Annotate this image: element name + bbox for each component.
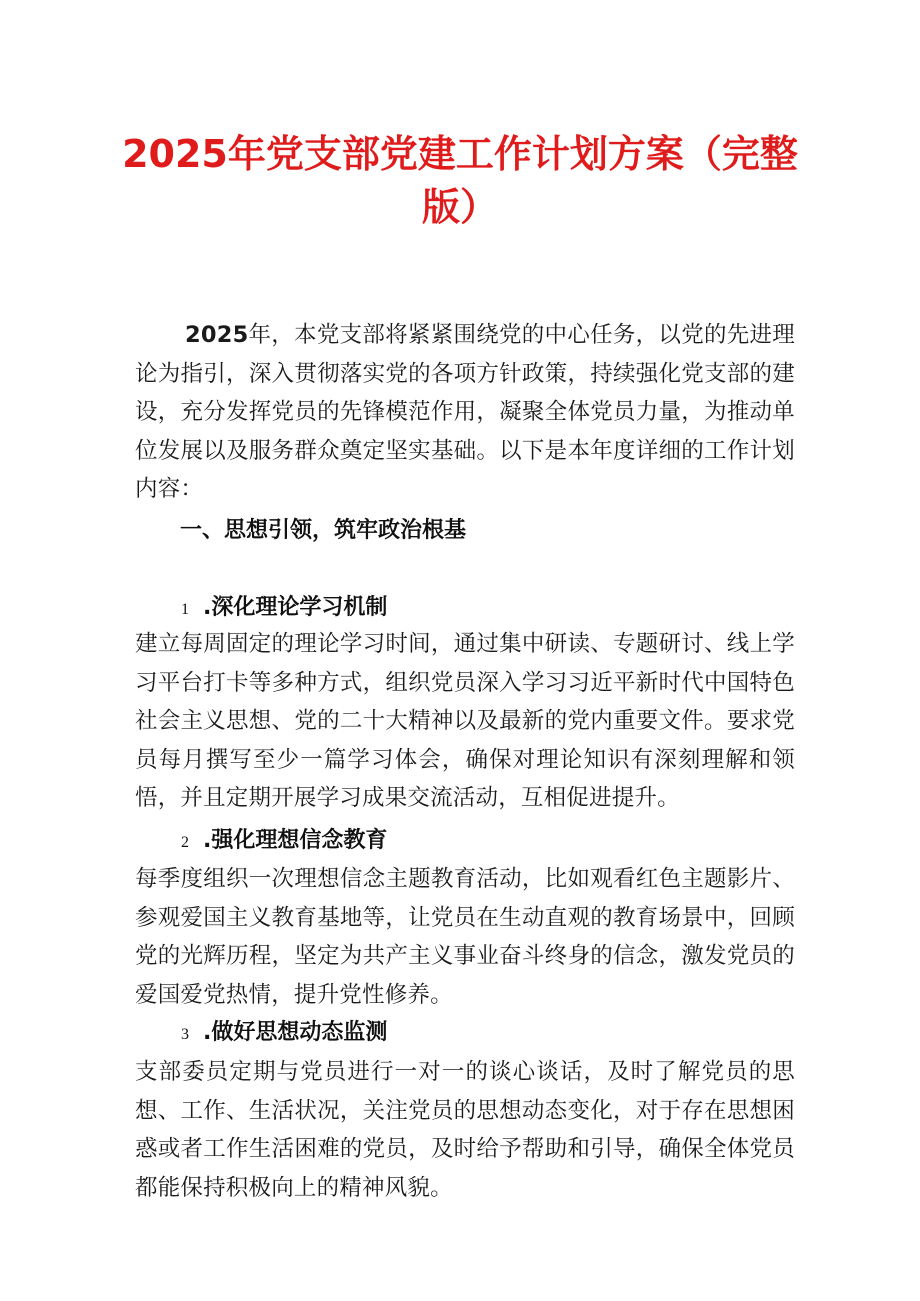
item-1-heading (181, 589, 387, 629)
item-2-heading (181, 822, 387, 862)
item-1-title: .深化理论学习机制 (203, 595, 388, 620)
intro-text: 年，本党支部将紧紧围绕党的中心任务，以党的先进理论为指引，深入贯彻落实党的各项方针政策，持续强化党支部的建设，充分发挥党员的先锋模范作用，凝聚全体党员力量，为推动单位发展以及服务群众奠定坚实基础。以下是本年度详细的工作计划内容： (135, 322, 795, 502)
intro-paragraph (135, 316, 795, 509)
item-2-body: 每季度组织一次理想信念主题教育活动，比如观看红色主题影片、参观爱国主义教育基地等，让党员在生动直观的教育场景中，回顾党的光辉历程，坚定为共产主义事业奋斗终身的信念，激发党员的爱国爱党热情，提升党性修养。 (135, 866, 795, 1008)
section-1-heading: 一、思想引领，筑牢政治根基 (180, 518, 467, 543)
item-3-heading (181, 1014, 387, 1054)
item-2-number: 2 (181, 834, 189, 851)
item-3-title: .做好思想动态监测 (203, 1020, 388, 1045)
document-title-line-1: 2025年党支部党建工作计划方案（完整 (122, 132, 798, 176)
document-title-line-2: 版） (421, 185, 498, 229)
item-3-body: 支部委员定期与党员进行一对一的谈心谈话，及时了解党员的思想、工作、生活状况，关注党员的思想动态变化，对于存在思想困惑或者工作生活困难的党员，及时给予帮助和引导，确保全体党员都能保持积极向上的精神风貌。 (135, 1059, 795, 1201)
item-2-title: .强化理想信念教育 (203, 828, 388, 853)
item-3-number: 3 (181, 1026, 189, 1043)
intro-year: 2025 (185, 322, 249, 348)
item-1-number: 1 (181, 601, 189, 618)
item-1-body: 建立每周固定的理论学习时间，通过集中研读、专题研讨、线上学习平台打卡等多种方式，组织党员深入学习习近平新时代中国特色社会主义思想、党的二十大精神以及最新的党内重要文件。要求党员每月撰写至少一篇学习体会，确保对理论知识有深刻理解和领悟，并且定期开展学习成果交流活动，互相促进提升。 (135, 631, 795, 811)
